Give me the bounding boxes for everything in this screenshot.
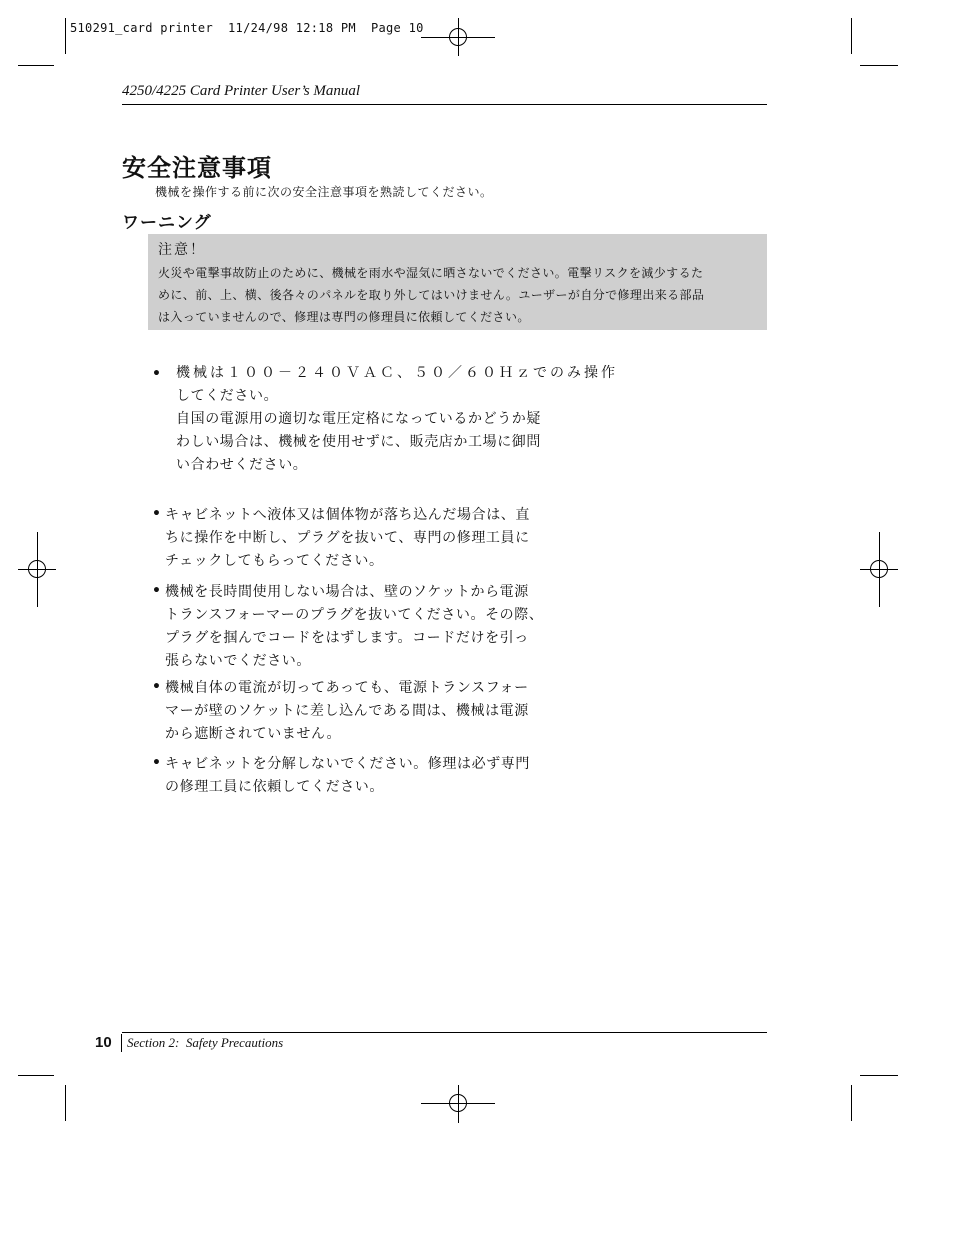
list-item-line: の修理工員に依頼してください。 [165,779,384,795]
list-item [176,362,618,477]
registration-circle [449,1094,467,1112]
list-item-line: 機械は１００－２４０ＶＡＣ、５０／６０Ｈｚでのみ操作 [176,365,618,381]
list-item-line: プラグを掴んでコードをはずします。コードだけを引っ [165,630,529,646]
intro-text: 機械を操作する前に次の安全注意事項を熟読してください。 [155,185,493,199]
list-item-line: チェックしてもらってください。 [165,553,384,569]
list-item-line: マーが壁のソケットに差し込んである間は、機械は電源 [165,703,529,719]
crop-mark [65,1085,66,1121]
running-header: 4250/4225 Card Printer User’s Manual [122,83,361,99]
list-item-line: ちに操作を中断し、プラグを抜いて、専門の修理工員に [165,530,530,546]
crop-mark [18,1075,54,1076]
list-item-line: わしい場合は、機械を使用せずに、販売店か工場に御問 [176,434,541,450]
registration-circle [449,28,467,46]
caution-title: 注意！ [158,242,206,258]
bullet: • [152,583,161,599]
list-item-line: い合わせください。 [176,457,308,473]
registration-circle [870,560,888,578]
list-item-line: してください。 [176,388,279,404]
crop-mark [851,18,852,54]
bullet: • [152,679,161,695]
list-item-line: キャビネットを分解しないでください。修理は必ず専門 [165,756,530,772]
registration-circle [28,560,46,578]
page-number: 10 [95,1034,112,1051]
crop-mark [860,65,898,66]
list-item-line: 張らないでください。 [165,653,311,669]
footer-divider [121,1034,122,1052]
list-item-line: から遮断されていません。 [165,726,342,742]
bullet: • [152,366,161,382]
page-title: 安全注意事項 [122,153,272,182]
printer-slug: 510291_card printer 11/24/98 12:18 PM Page 10 [70,21,424,35]
list-item-line: トランスフォーマーのプラグを抜いてください。その際、 [165,607,544,623]
caution-line: 火災や電撃事故防止のために、機械を雨水や湿気に晒さないでください。電撃リスクを減少するた [158,266,704,280]
caution-line: は入っていませんので、修理は専門の修理員に依頼してください。 [158,310,530,324]
caution-line: めに、前、上、横、後各々のパネルを取り外してはいけません。ユーザーが自分で修理出来る部品 [158,288,705,302]
warning-heading: ワーニング [122,213,212,233]
list-item [165,504,530,573]
list-item-line: 機械を長時間使用しない場合は、壁のソケットから電源 [165,584,529,600]
list-item [165,581,543,673]
header-rule [122,104,767,105]
crop-mark [860,1075,898,1076]
section-label: Section 2: Safety Precautions [127,1035,284,1050]
bullet: • [152,755,161,771]
footer-rule [122,1032,767,1033]
list-item-line: 機械自体の電流が切ってあっても、電源トランスフォー [165,680,529,696]
bullet: • [152,506,161,522]
list-item-line: 自国の電源用の適切な電圧定格になっているかどうか疑 [176,411,541,427]
list-item [165,677,529,746]
list-item [165,753,530,799]
list-item-line: キャビネットへ液体又は個体物が落ち込んだ場合は、直 [165,507,530,523]
crop-mark [18,65,54,66]
crop-mark [65,18,66,54]
caution-box [148,234,767,330]
crop-mark [851,1085,852,1121]
